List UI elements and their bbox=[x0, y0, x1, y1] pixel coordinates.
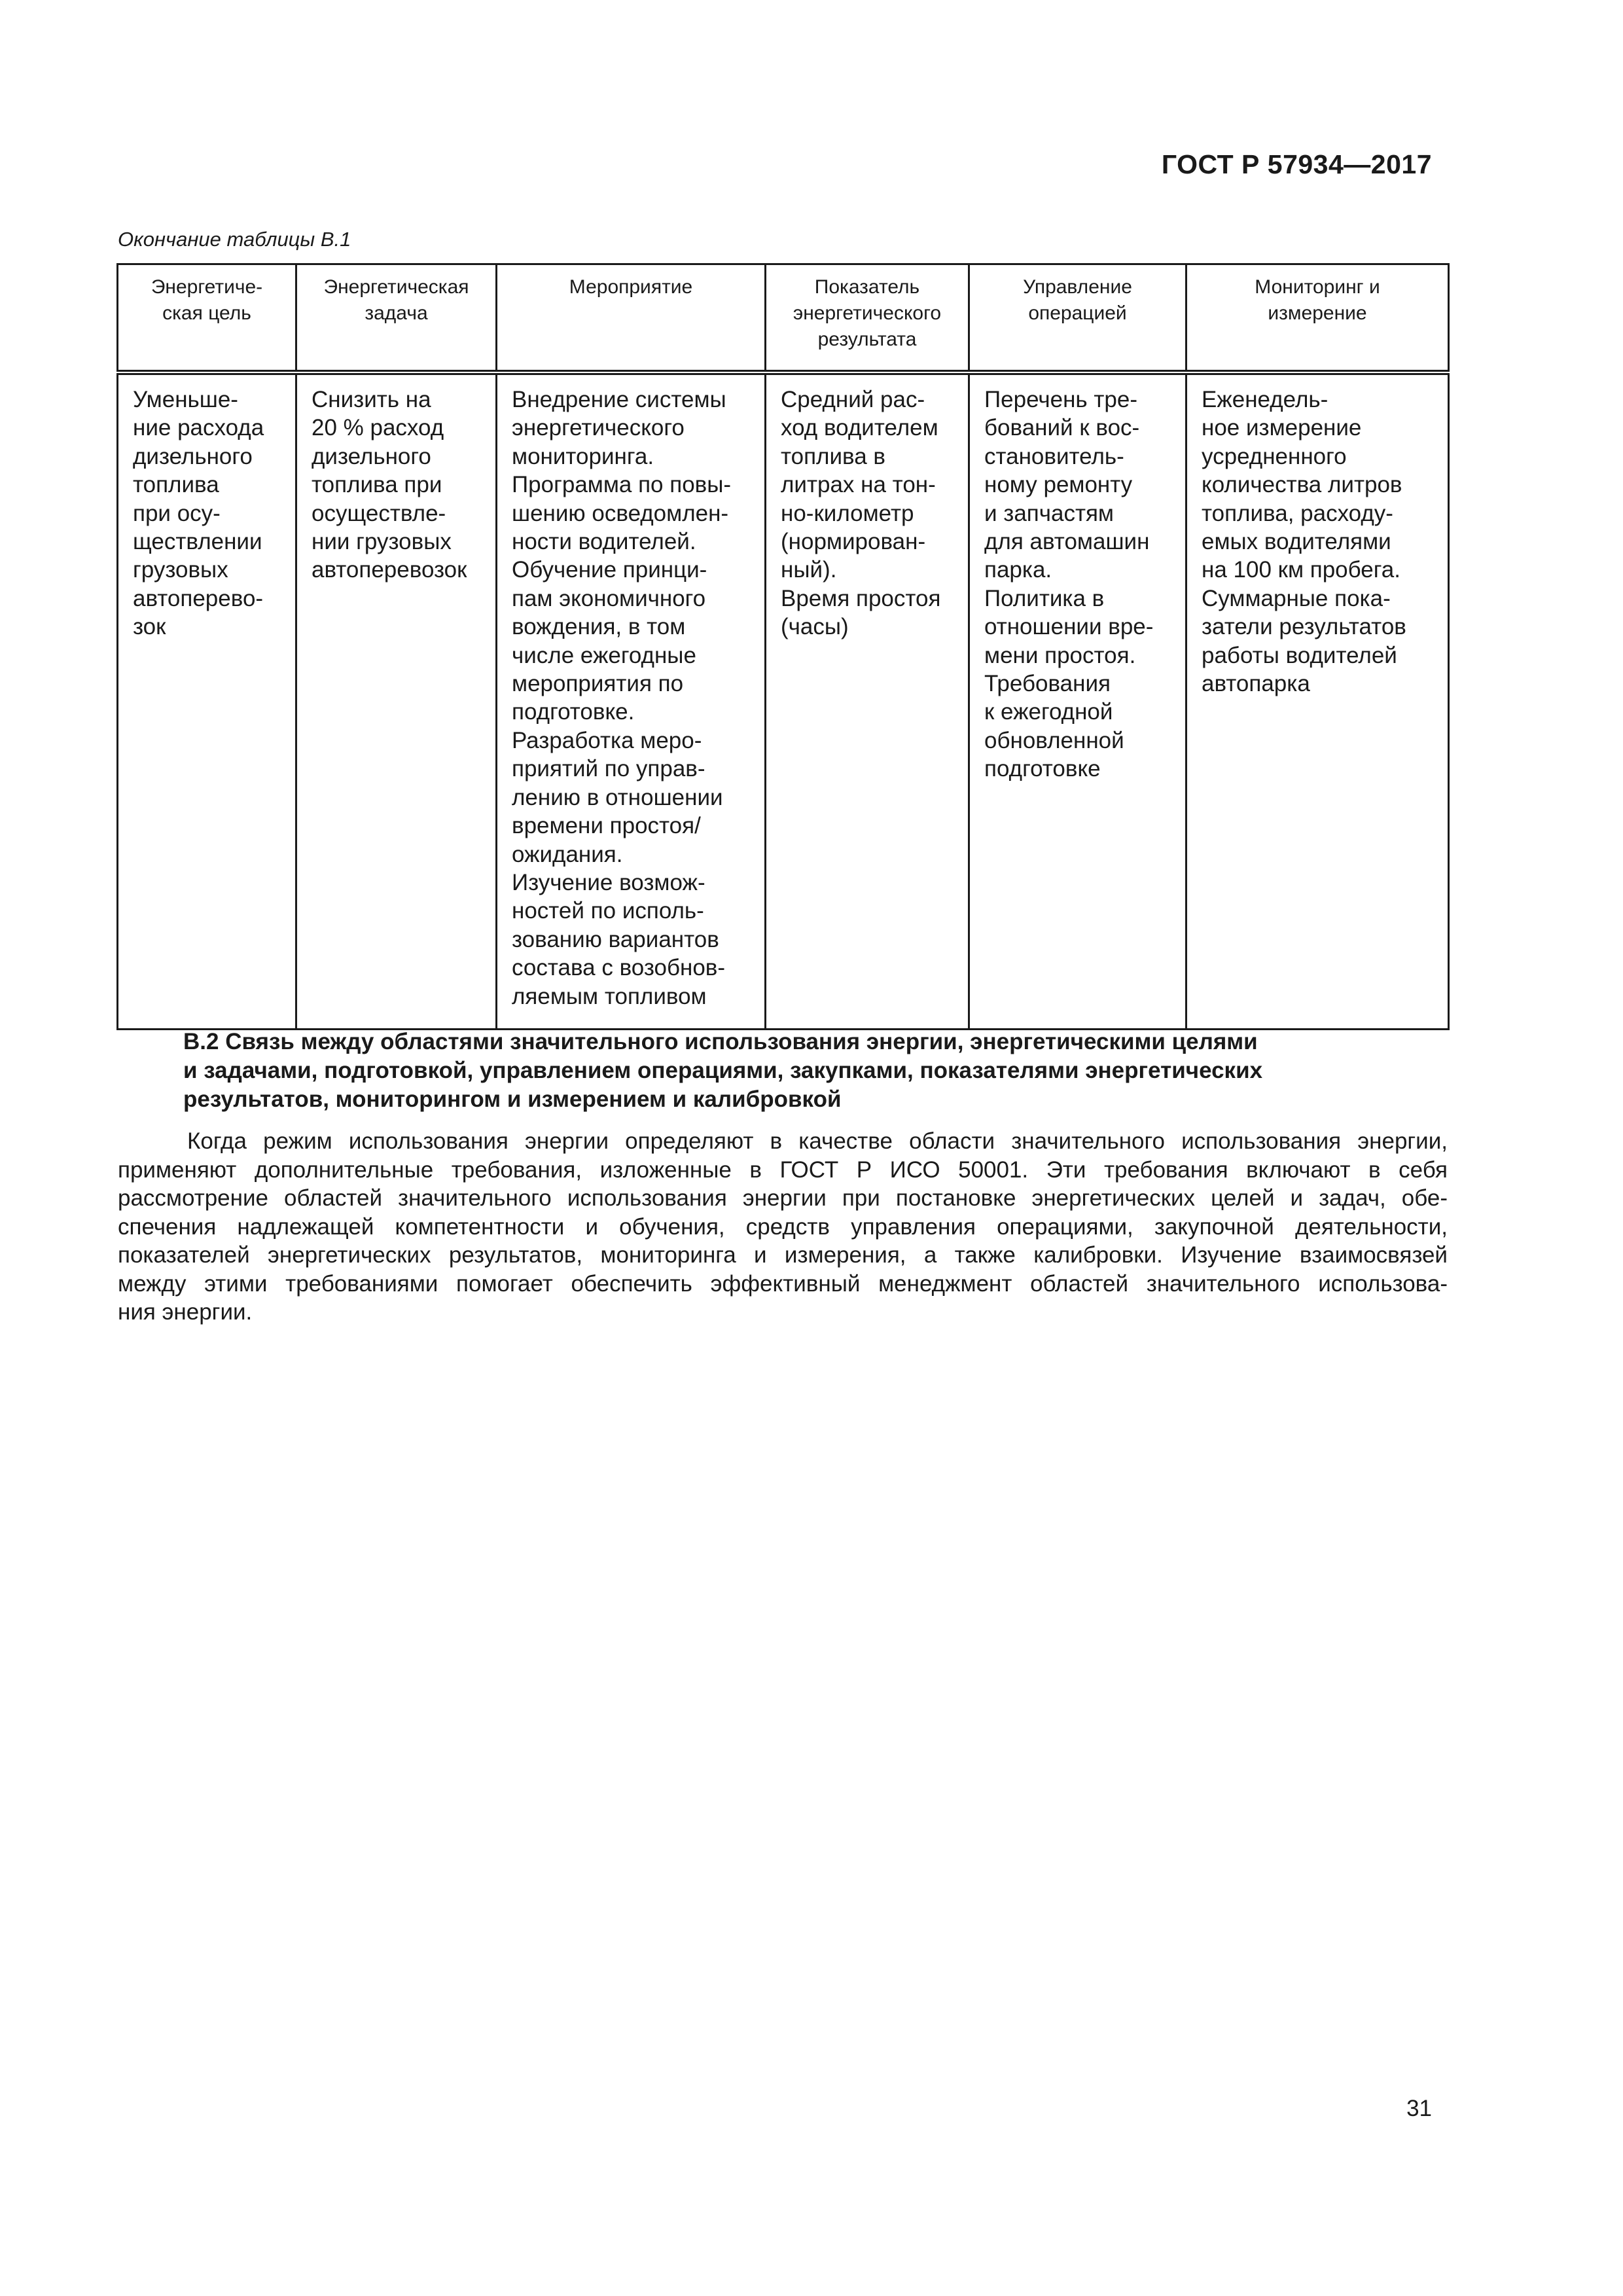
cell-text-line: измерение bbox=[1268, 302, 1367, 324]
cell-text-line: автоперево- bbox=[133, 585, 264, 611]
cell-text-line: ход водителем bbox=[781, 415, 938, 441]
column-header-energy-target bbox=[296, 264, 497, 373]
cell-text-line: отношении вре- bbox=[984, 614, 1154, 640]
cell-text-line: топлива при bbox=[312, 472, 442, 498]
cell-text-line: дизельного bbox=[312, 443, 431, 469]
cell-text-line: мероприятия по bbox=[512, 671, 684, 697]
cell-text-line: грузовых bbox=[133, 557, 228, 583]
cell-text-line: (часы) bbox=[781, 614, 849, 640]
cell-text-line: топлива, расходу- bbox=[1202, 500, 1393, 526]
cell-text-line: энергетического bbox=[512, 415, 685, 441]
cell-text-line: энергетического bbox=[793, 302, 942, 324]
cell-text-line: топлива bbox=[133, 472, 219, 498]
cell-text-line: ностей по исполь- bbox=[512, 898, 704, 924]
cell-text-line: ный). bbox=[781, 557, 837, 583]
cell-text-line: вождения, в том bbox=[512, 614, 686, 640]
cell-text-line: времени простоя/ bbox=[512, 813, 701, 839]
table-header-row bbox=[118, 264, 1449, 373]
section-heading bbox=[183, 1028, 1446, 1114]
cell-text-line: литрах на тон- bbox=[781, 472, 936, 498]
cell-text-line: нии грузовых bbox=[312, 529, 452, 555]
cell-text-line: Перечень тре- bbox=[984, 387, 1137, 412]
cell-text-line: Снизить на bbox=[312, 387, 431, 412]
cell-text-line: Управление bbox=[1023, 276, 1132, 298]
cell-text-line: приятий по управ- bbox=[512, 756, 705, 782]
column-header-operational-control bbox=[969, 264, 1186, 373]
cell-text-line: Энергетическая bbox=[323, 276, 469, 298]
cell-text-line: Энергетиче- bbox=[151, 276, 263, 298]
cell-text-line: ние расхода bbox=[133, 415, 264, 441]
cell-text-line: операцией bbox=[1028, 302, 1127, 324]
cell-text-line: дизельного bbox=[133, 443, 253, 469]
cell-text-line: автоперевозок bbox=[312, 557, 467, 583]
cell-text-line: Еженедель- bbox=[1202, 387, 1329, 412]
cell-text-line: затели результатов bbox=[1202, 614, 1406, 640]
cell-text-line: Средний рас- bbox=[781, 387, 925, 412]
cell-text-line: количества литров bbox=[1202, 472, 1402, 498]
cell-text-line: Политика в bbox=[984, 585, 1105, 611]
cell-text-line: зок bbox=[133, 614, 166, 640]
cell-text-line: пам экономичного bbox=[512, 585, 706, 611]
page-number: 31 bbox=[1406, 2096, 1432, 2121]
cell-text-line: шению осведомлен- bbox=[512, 500, 729, 526]
cell-text-line: подготовке. bbox=[512, 699, 635, 725]
cell-text-line: Изучение возмож- bbox=[512, 869, 705, 895]
cell-text-line: Мониторинг и bbox=[1255, 276, 1380, 298]
cell-text-line: ное измерение bbox=[1202, 415, 1362, 441]
cell-text-line: осуществле- bbox=[312, 500, 446, 526]
cell-text-line: Суммарные пока- bbox=[1202, 585, 1391, 611]
cell-text-line: 20 % расход bbox=[312, 415, 444, 441]
table-container bbox=[116, 263, 1448, 1030]
cell-energy-target bbox=[296, 372, 497, 1030]
cell-action bbox=[497, 372, 766, 1030]
cell-monitoring-measurement bbox=[1186, 372, 1449, 1030]
column-header-monitoring-measurement bbox=[1186, 264, 1449, 373]
table-row bbox=[118, 372, 1449, 1030]
cell-text-line: ности водителей. bbox=[512, 529, 696, 555]
cell-text-line: усредненного bbox=[1202, 443, 1347, 469]
paragraph-line: спечения надлежащей компетентности и обучения, средств управления операциями, закупочной деятельности, bbox=[118, 1213, 1448, 1240]
cell-text-line: становитель- bbox=[984, 443, 1124, 469]
document-header: ГОСТ Р 57934—2017 bbox=[1161, 149, 1432, 179]
cell-energy-objective bbox=[118, 372, 296, 1030]
column-header-energy-objective bbox=[118, 264, 296, 373]
cell-text-line: парка. bbox=[984, 557, 1052, 583]
section-heading-line: В.2 Связь между областями значительного использования энергии, энергетическими целями bbox=[183, 1029, 1258, 1054]
cell-text-line: автопарка bbox=[1202, 671, 1310, 697]
cell-text-line: Показатель bbox=[814, 276, 920, 298]
cell-text-line: состава с возобнов- bbox=[512, 955, 726, 981]
paragraph-line: показателей энергетических результатов, мониторинга и измерения, а также калибровки. Изучение взаимосвязей bbox=[118, 1242, 1448, 1268]
section-heading-line: и задачами, подготовкой, управлением операциями, закупками, показателями энергетических bbox=[183, 1058, 1263, 1083]
cell-text-line: Программа по повы- bbox=[512, 472, 732, 498]
energy-targets-table bbox=[116, 263, 1450, 1030]
cell-text-line: ществлении bbox=[133, 529, 262, 555]
cell-text-line: топлива в bbox=[781, 443, 886, 469]
cell-text-line: Время простоя bbox=[781, 585, 941, 611]
cell-text-line: зованию вариантов bbox=[512, 926, 719, 952]
cell-text-line: подготовке bbox=[984, 756, 1101, 782]
paragraph-line: применяют дополнительные требования, изложенные в ГОСТ Р ИСО 50001. Эти требования включают в себя bbox=[118, 1157, 1448, 1183]
cell-text-line: ному ремонту bbox=[984, 472, 1133, 498]
cell-energy-performance-indicator bbox=[766, 372, 969, 1030]
section-heading-line: результатов, мониторингом и измерением и калибровкой bbox=[183, 1086, 842, 1112]
cell-text-line: емых водителями bbox=[1202, 529, 1391, 555]
column-header-action bbox=[497, 264, 766, 373]
cell-text-line: обновленной bbox=[984, 727, 1124, 753]
cell-text-line: Разработка меро- bbox=[512, 727, 702, 753]
cell-text-line: Обучение принци- bbox=[512, 557, 707, 583]
cell-text-line: результата bbox=[817, 329, 917, 350]
cell-text-line: ская цель bbox=[162, 302, 251, 324]
body-paragraph bbox=[118, 1127, 1448, 1327]
cell-text-line: лению в отношении bbox=[512, 784, 723, 810]
cell-text-line: числе ежегодные bbox=[512, 642, 696, 668]
paragraph-line: Когда режим использования энергии определяют в качестве области значительного использования энергии, bbox=[187, 1128, 1448, 1154]
paragraph-line: ния энергии. bbox=[118, 1299, 253, 1325]
cell-operational-control bbox=[969, 372, 1186, 1030]
cell-text-line: работы водителей bbox=[1202, 642, 1397, 668]
cell-text-line: для автомашин bbox=[984, 529, 1150, 555]
cell-text-line: мени простоя. bbox=[984, 642, 1136, 668]
table-caption: Окончание таблицы В.1 bbox=[118, 228, 351, 251]
column-header-energy-performance-indicator bbox=[766, 264, 969, 373]
cell-text-line: при осу- bbox=[133, 500, 221, 526]
cell-text-line: бований к вос- bbox=[984, 415, 1140, 441]
cell-text-line: но-километр bbox=[781, 500, 914, 526]
cell-text-line: (нормирован- bbox=[781, 529, 926, 555]
cell-text-line: ожидания. bbox=[512, 841, 623, 867]
cell-text-line: мониторинга. bbox=[512, 443, 654, 469]
cell-text-line: Мероприятие bbox=[569, 276, 693, 298]
paragraph-line: рассмотрение областей значительного использования энергии при постановке энергетических целей и задач, обе- bbox=[118, 1185, 1448, 1211]
cell-text-line: ляемым топливом bbox=[512, 983, 707, 1009]
cell-text-line: задача bbox=[365, 302, 428, 324]
cell-text-line: на 100 км пробега. bbox=[1202, 557, 1400, 583]
cell-text-line: Уменьше- bbox=[133, 387, 238, 412]
cell-text-line: к ежегодной bbox=[984, 699, 1113, 725]
cell-text-line: и запчастям bbox=[984, 500, 1114, 526]
paragraph-line: между этими требованиями помогает обеспечить эффективный менеджмент областей значительного использова- bbox=[118, 1270, 1448, 1297]
cell-text-line: Внедрение системы bbox=[512, 387, 726, 412]
cell-text-line: Требования bbox=[984, 671, 1111, 697]
